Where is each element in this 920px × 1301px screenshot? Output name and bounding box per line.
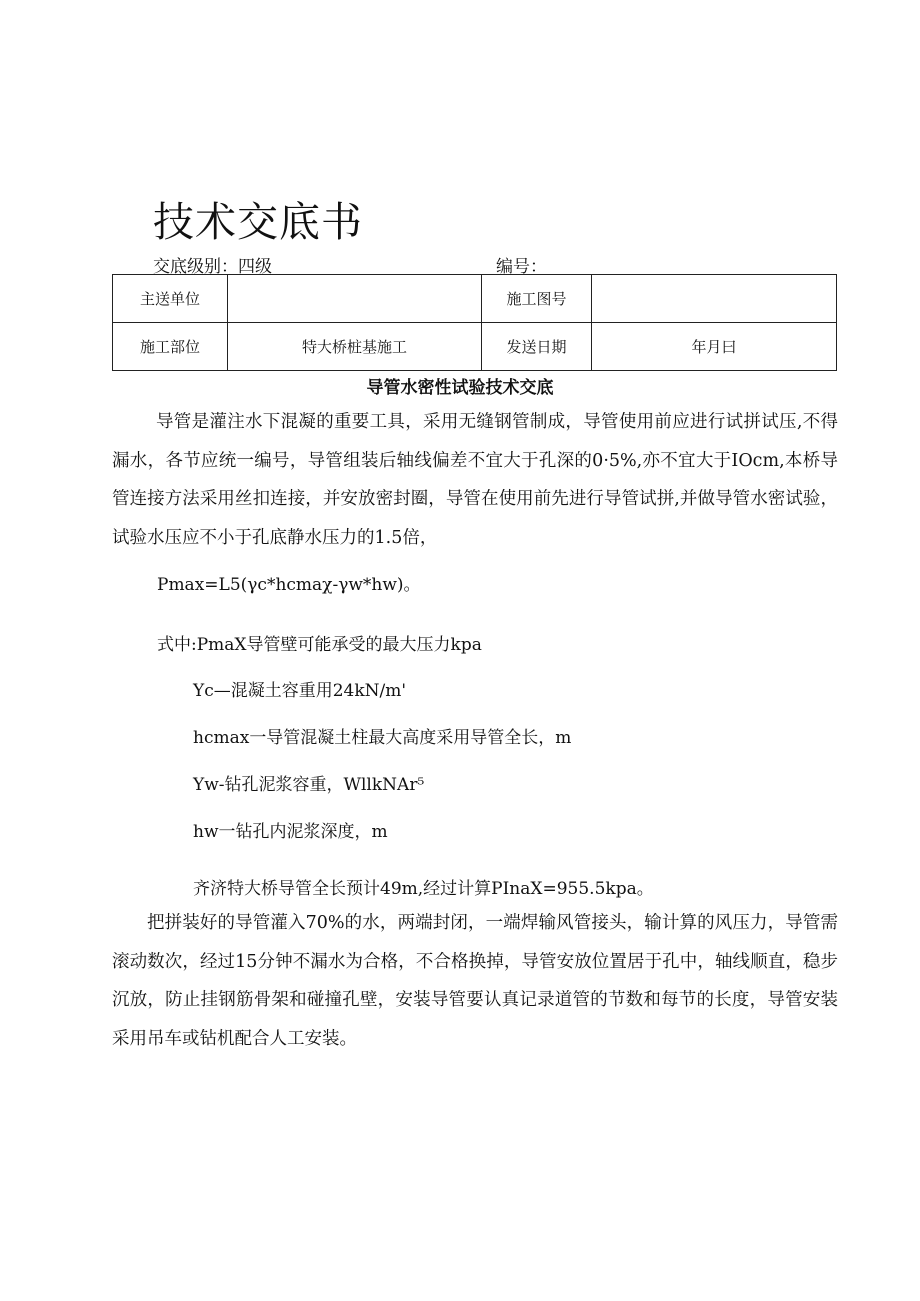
- recipient-label: 主送单位: [113, 275, 228, 323]
- procedure-paragraph: 把拼装好的导管灌入70%的水，两端封闭，一端焊输风管接头，输计算的风压力，导管需滚动数次，经过15分钟不漏水为合格，不合格换掉，导管安放位置居于孔中，轴线顺直，稳步沉放，防止挂钢筋骨架和碰撞孔壁，安装导管要认真记录道管的节数和每节的长度，导管安装采用吊车或钻机配合人工安装。: [112, 913, 838, 1049]
- document-title: 技术交底书: [153, 198, 363, 246]
- table-row: [113, 323, 837, 371]
- section-subtitle: 导管水密性试验技术交底: [366, 378, 554, 398]
- document-number-label: 编号：: [496, 257, 547, 277]
- drawing-number-label: 施工图号: [482, 275, 592, 323]
- info-table: [112, 274, 837, 371]
- location-label: 施工部位: [113, 323, 228, 371]
- table-row: [113, 275, 837, 323]
- definition-hcmax: hcmax一导管混凝土柱最大高度采用导管全长，m: [193, 728, 572, 748]
- send-date-value: 年月曰: [592, 323, 837, 371]
- recipient-value: [228, 275, 482, 323]
- definition-hw: hw一钻孔内泥浆深度，m: [193, 822, 388, 842]
- calculation-result: 齐济特大桥导管全长预计49m,经过计算PInaX=955.5kpa。: [193, 879, 654, 899]
- send-date-label: 发送日期: [482, 323, 592, 371]
- definition-yc: Yc—混凝土容重用24kN∕m': [193, 681, 407, 701]
- disclosure-level: 交底级别：四级: [153, 257, 272, 277]
- intro-paragraph: 导管是灌注水下混凝的重要工具，采用无缝钢管制成，导管使用前应进行试拼试压,不得漏水，各节应统一编号，导管组装后轴线偏差不宜大于孔深的0·5%,亦不宜大于IOcm,本桥导管连接方法采用丝扣连接，并安放密封圈，导管在使用前先进行导管试拼,并做导管水密试验，试验水压应不小于孔底静水压力的1.5倍，: [112, 412, 838, 548]
- formula: Pmax=L5(γc*hcmaχ-γw*hw)。: [157, 575, 421, 595]
- formula-where: 式中:PmaX导管壁可能承受的最大压力kpa: [157, 635, 482, 655]
- definition-yw: Yw-钻孔泥浆容重，WllkNAr⁵: [193, 775, 425, 795]
- drawing-number-value: [592, 275, 837, 323]
- location-value: 特大桥桩基施工: [228, 323, 482, 371]
